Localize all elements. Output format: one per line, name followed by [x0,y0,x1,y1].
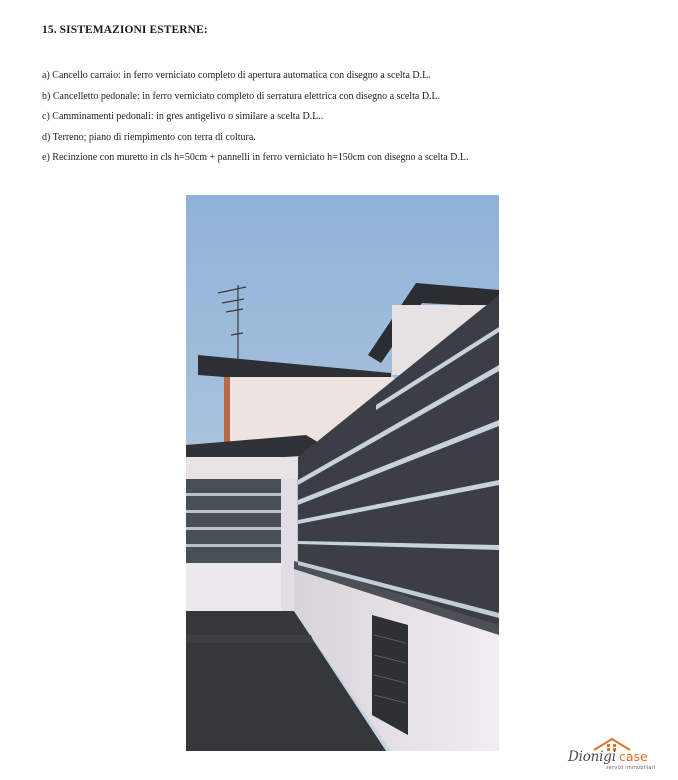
company-logo [562,736,662,776]
specification-list [42,66,642,169]
logo-word: Dionigi [568,749,616,765]
logo-tagline: servizi immobiliari [606,765,656,771]
list-item: e) Recinzione con muretto in cls h=50cm + pannelli in ferro verniciato h=150cm con disegno a scelta D.L. [42,152,469,163]
section-heading: 15. SISTEMAZIONI ESTERNE: [42,24,208,36]
fence-photo [186,195,499,751]
left-wall [186,563,294,611]
vent-grille [372,615,408,735]
logo-accent-word: case [619,749,648,764]
list-item: b) Cancelletto pedonale: in ferro verniciato completo di serratura elettrica con disegno a scelta D.L. [42,90,441,102]
list-item: c) Camminamenti pedonali: in gres antigelivo o similare a scelta D.L.. [42,111,324,122]
list-item: d) Terreno; piano di riempimento con terra di coltura. [42,131,256,143]
list-item: a) Cancello carraio: in ferro verniciato completo di apertura automatica con disegno a scelta D.L. [42,70,431,81]
left-fence [186,479,281,563]
